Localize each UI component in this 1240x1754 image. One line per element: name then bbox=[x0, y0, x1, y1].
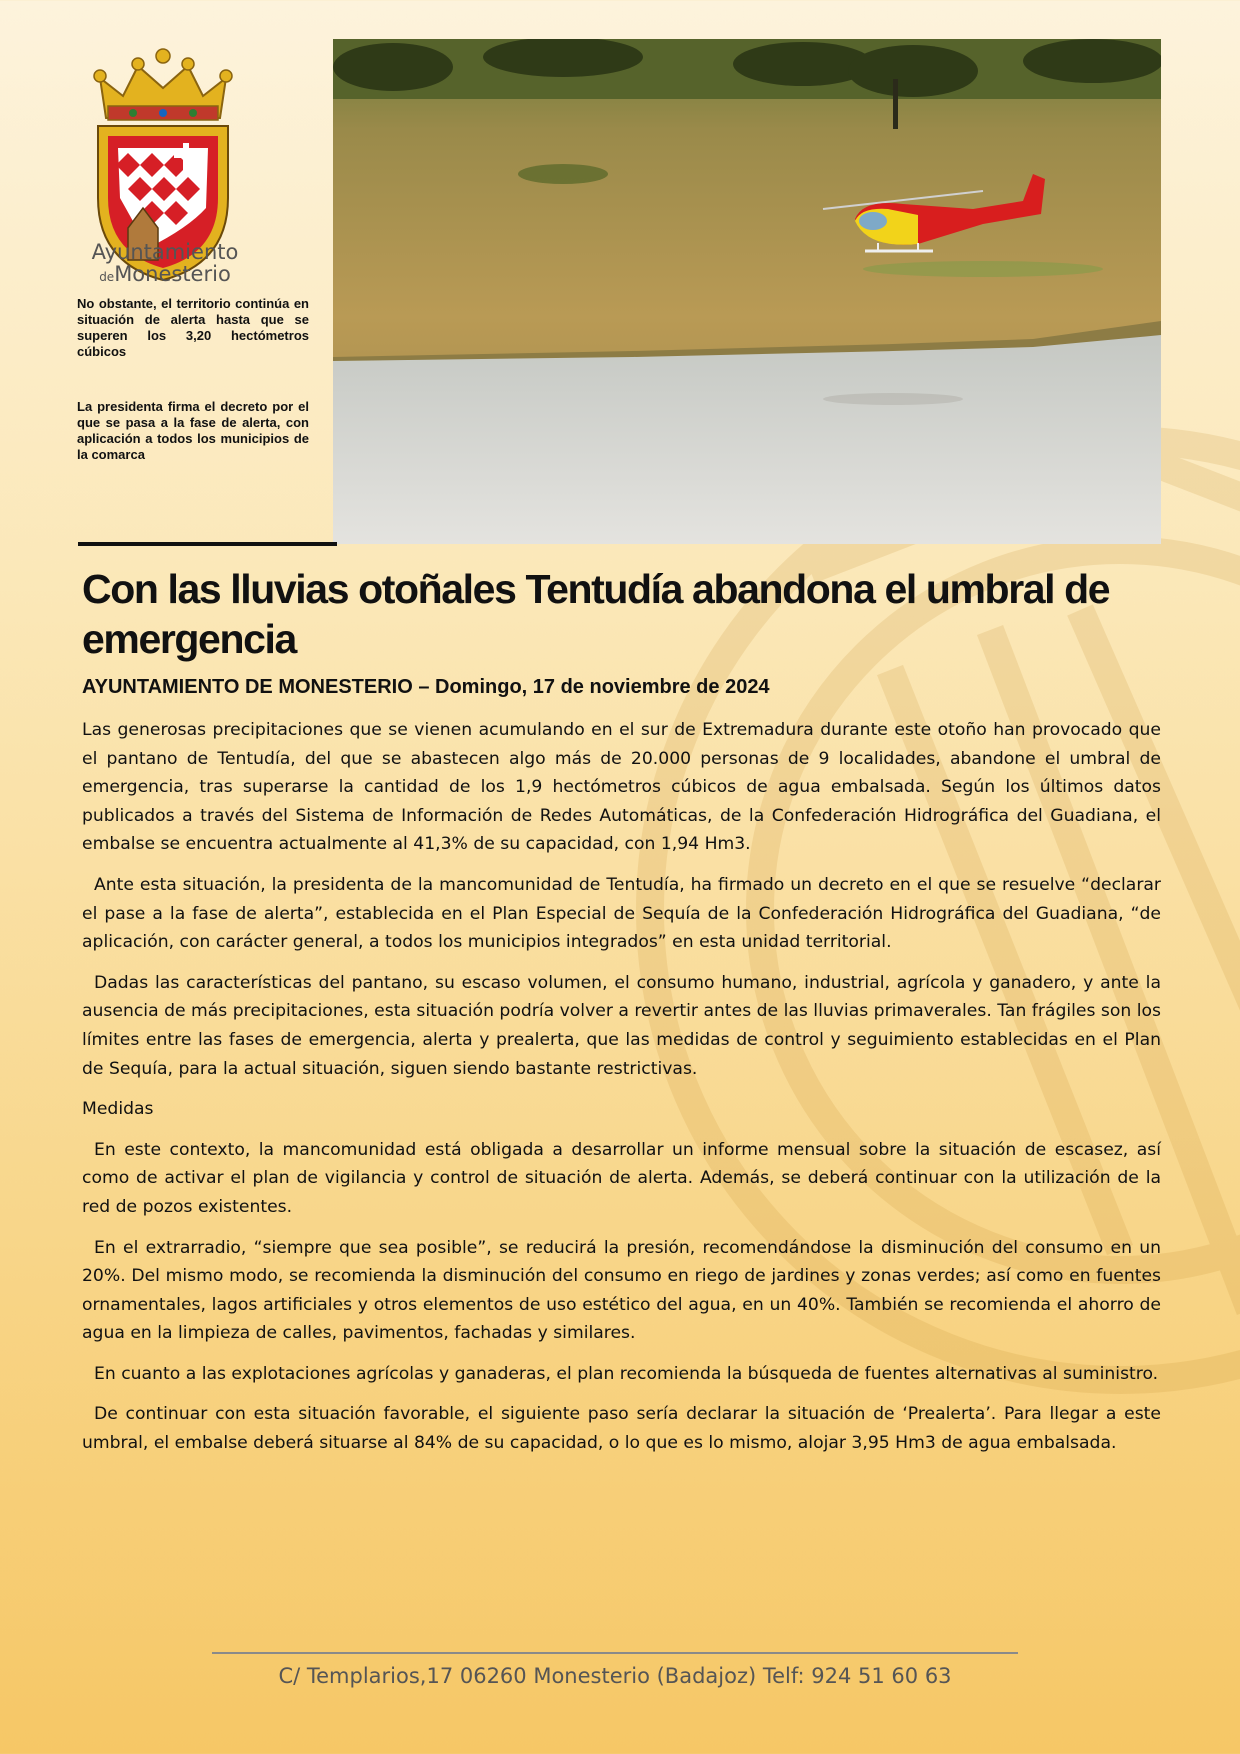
paragraph-extrarradio: En el extrarradio, “siempre que sea posible”, se reducirá la presión, recomendándose la disminución del consumo en un 20%. Del mismo modo, se recomienda la disminución del consumo en riego de jardines y zonas verdes; así como en fuentes ornamentales, lagos artificiales y otros elementos de uso estético del agua, en un 40%. También se recomienda el ahorro de agua en la limpieza de calles, pavimentos, fachadas y similares. bbox=[82, 1237, 1161, 1344]
logo-text-de: de bbox=[99, 270, 115, 284]
paragraph-prealerta: De continuar con esta situación favorable, el siguiente paso sería declarar la situación de ‘Prealerta’. Para llegar a este umbral, el embalse deberá situarse al 84% de su capacidad, o lo que es lo mismo, alojar 3,95 Hm3 de agua embalsada. bbox=[82, 1404, 1161, 1454]
article-byline: AYUNTAMIENTO DE MONESTERIO – Domingo, 17 de noviembre de 2024 bbox=[82, 676, 770, 698]
sidenote-threshold: No obstante, el territorio continúa en situación de alerta hasta que se superen los 3,20 hectómetros cúbicos bbox=[77, 296, 309, 359]
article-title: Con las lluvias otoñales Tentudía abandona el umbral de emergencia bbox=[82, 566, 1110, 662]
paragraph-characteristics: Dadas las características del pantano, su escaso volumen, el consumo humano, industrial, agrícola y ganadero, y ante la ausencia de más precipitaciones, esta situación podría volver a revertir antes de las lluvias primaverales. Tan frágiles son los límites entre las fases de emergencia, alerta y prealerta, que las medidas de control y seguimiento establecidas en el Plan de Sequía, para la actual situación, siguen siendo bastante restrictivas. bbox=[82, 972, 1161, 1079]
paragraph-context: En este contexto, la mancomunidad está obligada a desarrollar un informe mensual sobre la situación de escasez, así como de activar el plan de vigilancia y control de situación de alerta. Además, se deberá continuar con la utilización de la red de pozos existentes. bbox=[82, 1139, 1161, 1217]
logo-text-ayuntamiento: Ayuntamiento bbox=[91, 240, 239, 264]
crown-icon bbox=[94, 49, 232, 120]
section-divider bbox=[78, 542, 337, 546]
paragraph-decree: Ante esta situación, la presidenta de la mancomunidad de Tentudía, ha firmado un decreto en el que se resuelve “declarar el pase a la fase de alerta”, establecida en el Plan Especial de Sequía de la Confederación Hidrográfica del Guadiana, “de aplicación, con carácter general, a todos los municipios integrados” en esta unidad territorial. bbox=[82, 874, 1161, 953]
footer-divider bbox=[212, 1652, 1018, 1654]
footer-address: C/ Templarios,17 06260 Monesterio (Badajoz) Telf: 924 51 60 63 bbox=[278, 1664, 952, 1688]
sidenote-decree: La presidenta firma el decreto por el que se pasa a la fase de alerta, con aplicación a todos los municipios de la comarca bbox=[77, 399, 309, 462]
logo-text-monesterio bbox=[70, 262, 260, 286]
paragraph-agriculture: En cuanto a las explotaciones agrícolas y ganaderas, el plan recomienda la búsqueda de fuentes alternativas al suministro. bbox=[94, 1363, 1159, 1384]
article-body bbox=[82, 716, 1161, 1470]
logo-text-town: Monesterio bbox=[114, 262, 231, 286]
reservoir-helicopter-photo bbox=[333, 39, 1161, 544]
paragraph-intro: Las generosas precipitaciones que se vienen acumulando en el sur de Extremadura durante este otoño han provocado que el pantano de Tentudía, del que se abastecen algo más de 20.000 personas de 9 localidades, abandone el umbral de emergencia, tras superarse la cantidad de los 1,9 hectómetros cúbicos de agua embalsada. Según los últimos datos publicados a través del Sistema de Información de Redes Automáticas, de la Confederación Hidrográfica del Guadiana, el embalse se encuentra actualmente al 41,3% de su capacidad, con 1,94 Hm3. bbox=[82, 720, 1161, 855]
subheading-medidas: Medidas bbox=[82, 1099, 154, 1120]
